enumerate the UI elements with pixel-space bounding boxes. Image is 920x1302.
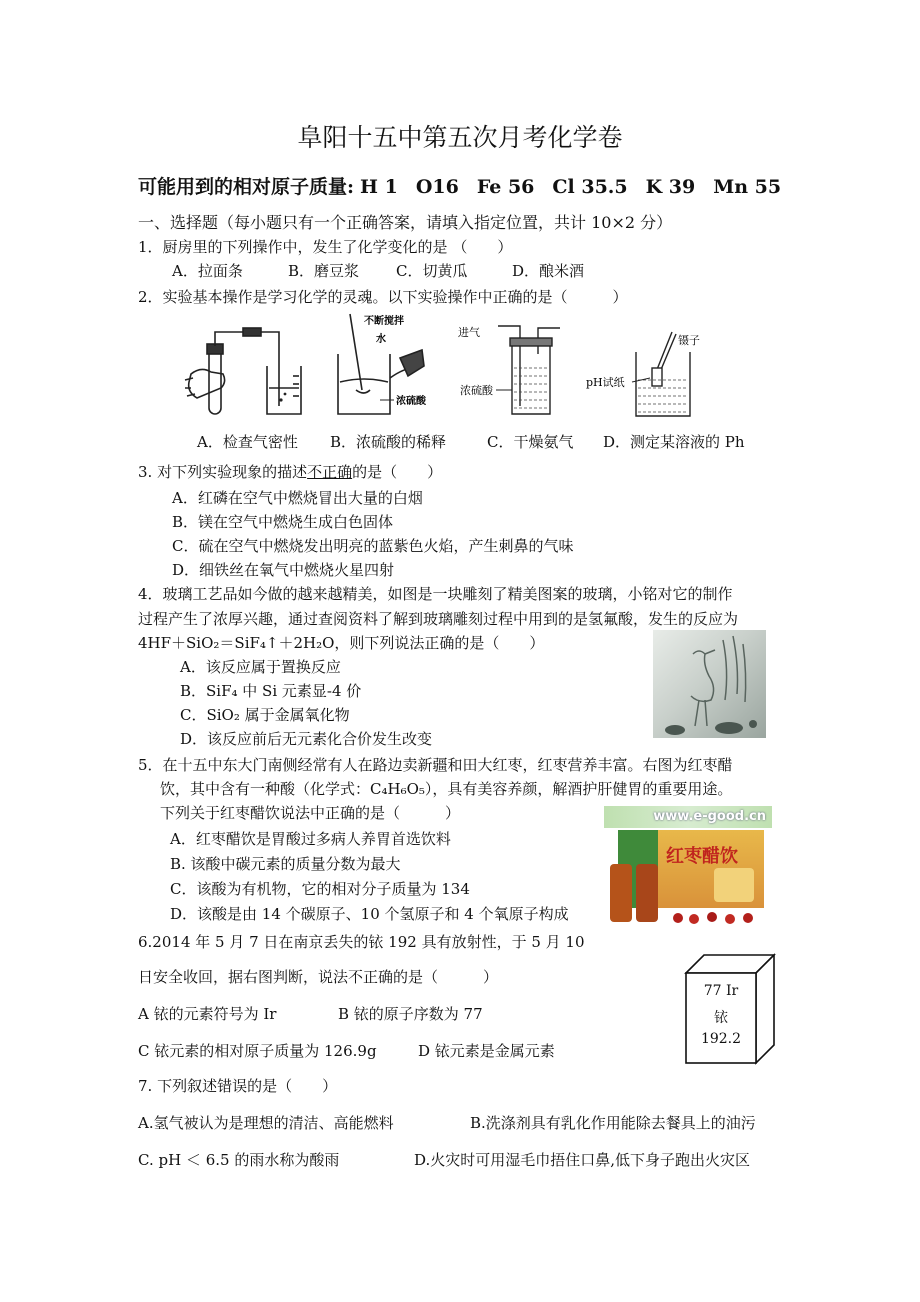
element-mass: 192.2 — [700, 1031, 742, 1047]
q3-stem-underline: 不正确 — [307, 463, 353, 481]
q2-option-d: D．测定某溶液的 Ph — [603, 433, 745, 451]
element-name: 铱 — [714, 1010, 728, 1026]
q1-option-a: A．拉面条 — [172, 262, 243, 280]
mass-fe: Fe 56 — [476, 176, 535, 198]
section-heading: 一、选择题（每小题只有一个正确答案，请填入指定位置，共计 10×2 分） — [138, 213, 673, 232]
q3-option-b: B．镁在空气中燃烧生成白色固体 — [172, 513, 394, 531]
q5-line3: 下列关于红枣醋饮说法中正确的是（ ） — [160, 804, 461, 822]
bottle-right — [636, 864, 658, 922]
apparatus-airtightness — [183, 318, 313, 422]
q7-option-a: A.氢气被认为是理想的清洁、高能燃料 — [138, 1114, 394, 1132]
glass-crane-picture — [653, 630, 766, 738]
q4-option-c: C．SiO₂ 属于金属氧化物 — [180, 706, 350, 724]
q4-line2: 过程产生了浓厚兴趣，通过查阅资料了解到玻璃雕刻过程中用到的是氢氟酸，发生的反应为 — [138, 610, 739, 628]
q5-line2: 饮，其中含有一种酸（化学式：C₄H₆O₅），具有美容养颜，解酒护肝健胃的重要用途。 — [160, 780, 733, 798]
q7-stem: 7. 下列叙述错误的是（ ） — [138, 1077, 338, 1095]
bottle-left — [610, 864, 632, 922]
q4-line1: 4．玻璃工艺品如今做的越来越精美，如图是一块雕刻了精美图案的玻璃，小铭对它的制作 — [138, 585, 733, 603]
q1-option-b: B．磨豆浆 — [288, 262, 360, 280]
q1-stem: 1．厨房里的下列操作中，发生了化学变化的是 （ ） — [138, 238, 513, 256]
label-inlet: 进气 — [458, 326, 480, 339]
q4-line3: 4HF＋SiO₂＝SiF₄↑＋2H₂O，则下列说法正确的是（ ） — [138, 634, 545, 652]
jujube-fruits — [664, 911, 772, 925]
q5-option-a: A．红枣醋饮是胃酸过多病人养胃首选饮料 — [170, 830, 451, 848]
q3-option-d: D．细铁丝在氧气中燃烧火星四射 — [172, 561, 395, 579]
jujube-vinegar-image — [604, 806, 772, 928]
q4-option-a: A．该反应属于置换反应 — [180, 658, 341, 676]
q2-stem: 2．实验基本操作是学习化学的灵魂。以下实验操作中正确的是（ ） — [138, 288, 628, 306]
q6-option-d: D 铱元素是金属元素 — [418, 1042, 555, 1060]
q7-option-d: D.火灾时可用湿毛巾捂住口鼻,低下身子跑出火灾区 — [414, 1151, 751, 1169]
q7-option-b: B.洗涤剂具有乳化作用能除去餐具上的油污 — [470, 1114, 756, 1132]
q6-option-a: A 铱的元素符号为 Ir — [138, 1005, 277, 1023]
atomic-masses — [138, 172, 781, 199]
q2-option-b: B．浓硫酸的稀释 — [330, 433, 447, 451]
masses-label: 可能用到的相对原子质量: — [138, 176, 355, 198]
q4-option-d: D．该反应前后无元素化合价发生改变 — [180, 730, 433, 748]
mass-h: H 1 — [360, 176, 398, 198]
q6-option-b: B 铱的原子序数为 77 — [338, 1005, 483, 1023]
label-stir: 不断搅拌 — [364, 316, 404, 327]
q1-option-d: D．酿米酒 — [512, 262, 585, 280]
q6-option-c: C 铱元素的相对原子质量为 126.9g — [138, 1042, 377, 1060]
engraved-glass-image — [653, 630, 766, 738]
q5-option-c: C．该酸为有机物，它的相对分子质量为 134 — [170, 880, 470, 898]
label-tweezers: 镊子 — [678, 334, 700, 347]
element-number-symbol: 77 Ir — [703, 983, 739, 999]
q2-option-a: A．检查气密性 — [197, 433, 298, 451]
image-banner — [604, 806, 772, 828]
q3-stem-post: 的是（ ） — [352, 463, 443, 481]
q3-stem — [138, 461, 442, 482]
q6-line2: 日安全收回，据右图判断，说法不正确的是（ ） — [138, 968, 499, 986]
apparatus-dilution — [330, 310, 450, 422]
q4-option-b: B．SiF₄ 中 Si 元素显-4 价 — [180, 682, 362, 700]
element-card-iridium — [684, 953, 776, 1065]
mass-k: K 39 — [645, 176, 696, 198]
q5-option-b: B. 该酸中碳元素的质量分数为最大 — [170, 855, 401, 873]
label-acid: 浓硫酸 — [396, 396, 426, 407]
product-glass — [714, 868, 754, 902]
banner-url: www.e-good.cn — [653, 809, 766, 824]
q5-line1: 5．在十五中东大门南侧经常有人在路边卖新疆和田大红枣，红枣营养丰富。右图为红枣醋 — [138, 756, 733, 774]
q2-option-c: C．干燥氨气 — [487, 433, 574, 451]
label-acid2: 浓硫酸 — [460, 384, 493, 397]
q3-option-a: A．红磷在空气中燃烧冒出大量的白烟 — [172, 489, 423, 507]
q1-option-c: C．切黄瓜 — [396, 262, 468, 280]
product-name: 红枣醋饮 — [666, 846, 738, 867]
mass-mn: Mn 55 — [713, 176, 782, 198]
q6-line1: 6.2014 年 5 月 7 日在南京丢失的铱 192 具有放射性，于 5 月 10 — [138, 933, 585, 951]
apparatus-drying — [456, 318, 580, 422]
page-title: 阜阳十五中第五次月考化学卷 — [297, 123, 623, 152]
q3-stem-pre: 3. 对下列实验现象的描述 — [138, 463, 308, 481]
mass-cl: Cl 35.5 — [552, 176, 628, 198]
mass-o: O16 — [415, 176, 459, 198]
q7-option-c: C. pH ＜ 6.5 的雨水称为酸雨 — [138, 1151, 340, 1169]
label-ph-paper: pH试纸 — [586, 376, 625, 389]
q3-option-c: C．硫在空气中燃烧发出明亮的蓝紫色火焰，产生刺鼻的气味 — [172, 537, 574, 555]
q5-option-d: D．该酸是由 14 个碳原子、10 个氢原子和 4 个氧原子构成 — [170, 905, 569, 923]
label-water: 水 — [376, 334, 386, 345]
apparatus-ph-test — [584, 328, 714, 422]
